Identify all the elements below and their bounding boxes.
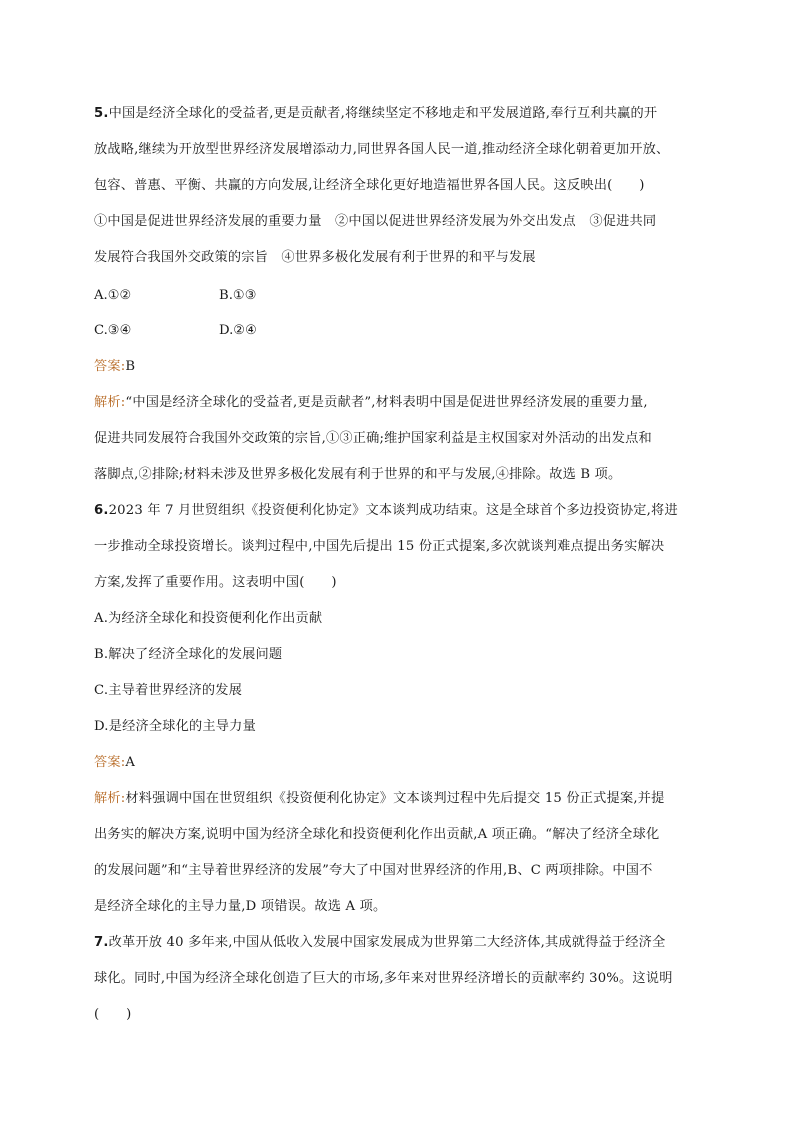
- question-7-stem-line-1: 7.改革开放 40 多年来,中国从低收入发展中国家发展成为世界第二大经济体,其成就得益于经济全: [94, 935, 666, 950]
- question-7-stem-line-3: ( ): [94, 1007, 132, 1022]
- question-6-stem-line-3: 方案,发挥了重要作用。这表明中国( ): [94, 575, 337, 590]
- explanation-label: 解析:: [94, 791, 126, 806]
- question-number: 7.: [94, 935, 109, 950]
- question-6-stem-line-2: 一步推动全球投资增长。谈判过程中,中国先后提出 15 份正式提案,多次就谈判难点提出务实解决: [94, 539, 665, 554]
- question-number: 5.: [94, 106, 109, 121]
- question-5-stem-line-2: 放战略,继续为开放型世界经济发展增添动力,同世界各国人民一道,推动经济全球化朝着更加开放、: [94, 142, 670, 157]
- question-6-option-a: A.为经济全球化和投资便利化作出贡献: [94, 611, 323, 626]
- question-number: 6.: [94, 503, 109, 518]
- question-5-stem-line-1: 5.中国是经济全球化的受益者,更是贡献者,将继续坚定不移地走和平发展道路,奉行互利共赢的开: [94, 106, 658, 121]
- question-5-statement-line-2: 发展符合我国外交政策的宗旨 ④世界多极化发展有利于世界的和平与发展: [94, 250, 536, 265]
- question-5-stem-line-3: 包容、普惠、平衡、共赢的方向发展,让经济全球化更好地造福世界各国人民。这反映出( ): [94, 178, 645, 193]
- explanation-label: 解析:: [94, 395, 126, 410]
- question-6-explanation-line-4: 是经济全球化的主导力量,D 项错误。故选 A 项。: [94, 899, 387, 914]
- question-6-option-d: D.是经济全球化的主导力量: [94, 719, 256, 734]
- question-5-explanation-line-1: 解析:“中国是经济全球化的受益者,更是贡献者”,材料表明中国是促进世界经济发展的重要力量,: [94, 395, 648, 410]
- question-6-option-b: B.解决了经济全球化的发展问题: [94, 647, 283, 662]
- question-5-option-c: C.③④: [94, 323, 132, 338]
- answer-label: 答案:: [94, 755, 126, 770]
- question-5-explanation-line-2: 促进共同发展符合我国外交政策的宗旨,①③正确;维护国家利益是主权国家对外活动的出发点和: [94, 431, 652, 446]
- question-6-answer: [94, 753, 714, 773]
- question-5-answer: [94, 357, 714, 377]
- question-6-option-c: C.主导着世界经济的发展: [94, 683, 243, 698]
- question-6-explanation-line-1: 解析:材料强调中国在世贸组织《投资便利化协定》文本谈判过程中先后提交 15 份正式提案,并提: [94, 791, 665, 806]
- answer-label: 答案:: [94, 359, 126, 374]
- question-5-option-b: B.①③: [219, 288, 257, 303]
- question-5-option-a: A.①②: [94, 288, 132, 303]
- question-6-explanation-line-3: 的发展问题”和“主导着世界经济的发展”夸大了中国对世界经济的作用,B、C 两项排除。中国不: [94, 863, 653, 878]
- answer-value: A: [125, 755, 136, 770]
- answer-value: B: [125, 359, 136, 374]
- question-6-explanation-line-2: 出务实的解决方案,说明中国为经济全球化和投资便利化作出贡献,A 项正确。“解决了经济全球化: [94, 827, 660, 842]
- question-5-explanation-line-3: 落脚点,②排除;材料未涉及世界多极化发展有利于世界的和平与发展,④排除。故选 B 项。: [94, 467, 622, 482]
- question-5-statement-line-1: ①中国是促进世界经济发展的重要力量 ②中国以促进世界经济发展为外交出发点 ③促进共同: [94, 214, 657, 229]
- question-5-option-d: D.②④: [219, 323, 257, 338]
- question-7-stem-line-2: 球化。同时,中国为经济全球化创造了巨大的市场,多年来对世界经济增长的贡献率约 30%。这说明: [94, 971, 673, 986]
- question-6-stem-line-1: 6.2023 年 7 月世贸组织《投资便利化协定》文本谈判成功结束。这是全球首个多边投资协定,将进: [94, 503, 678, 518]
